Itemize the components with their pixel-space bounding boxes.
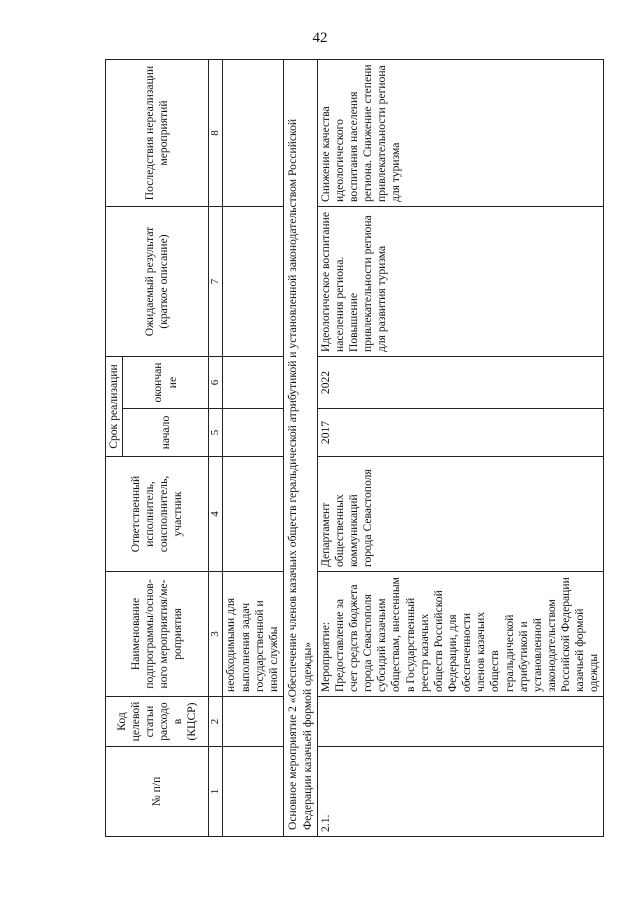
measures-table <box>105 59 604 837</box>
col-number: 8 <box>209 60 223 207</box>
header-period: Срок реализации <box>106 357 123 457</box>
col-number: 4 <box>209 457 223 572</box>
section-row <box>284 60 317 837</box>
header-end: окончание <box>123 357 209 409</box>
row-number: 2.1. <box>317 747 603 837</box>
column-numbers-row <box>209 60 223 837</box>
header-name: Наименование подпрограммы/основ-ного мероприятия/ме-роприятия <box>106 572 209 697</box>
col-number: 1 <box>209 747 223 837</box>
rotated-table-wrapper <box>105 60 601 837</box>
col-number: 6 <box>209 357 223 409</box>
row-kcsr <box>317 697 603 747</box>
col-number: 7 <box>209 207 223 357</box>
continuation-row <box>223 60 284 837</box>
row-measure-name: Мероприятие: Предоставление за счет средств бюджета города Севастополя субсидий казачьим обществам, внесенным в Государственный реестр казачьих обществ Российской Федерации, для обеспеченности членов казачьих обществ геральдической атрибутикой и установленной законодательством Российской Федерации казачьей формой одежды <box>317 572 603 697</box>
header-expected-result: Ожидаемый результат (краткое описание) <box>106 207 209 357</box>
col-number: 3 <box>209 572 223 697</box>
row-consequences: Снижение качества идеологического воспитания населения региона. Снижение степени привлекательности региона для туризма <box>317 60 603 207</box>
header-responsible: Ответственный исполнитель, соисполнитель, участник <box>106 457 209 572</box>
row-start-year: 2017 <box>317 409 603 457</box>
section-title: Основное мероприятие 2 «Обеспечение членов казачьих обществ геральдической атрибутикой и установленной законодательством Российской Федерации казачьей формой одежды» <box>284 60 317 837</box>
col-number: 2 <box>209 697 223 747</box>
header-kcsr: Код целевой статьи расходов (КЦСР) <box>106 697 209 747</box>
header-consequences: Последствия нереализации мероприятий <box>106 60 209 207</box>
table-sheet <box>105 60 601 837</box>
row-responsible: Департамент общественных коммуникаций города Севастополя <box>317 457 603 572</box>
page-number: 42 <box>312 30 328 46</box>
header-number: № п/п <box>106 747 209 837</box>
continuation-text: необходимыми для выполнения задач государственной и иной службы <box>223 572 284 697</box>
header-start: начало <box>123 409 209 457</box>
row-end-year: 2022 <box>317 357 603 409</box>
table-row <box>317 60 603 837</box>
header-row <box>106 60 123 837</box>
row-expected-result: Идеологическое воспитание населения региона. Повышение привлекательности региона для развития туризма <box>317 207 603 357</box>
col-number: 5 <box>209 409 223 457</box>
